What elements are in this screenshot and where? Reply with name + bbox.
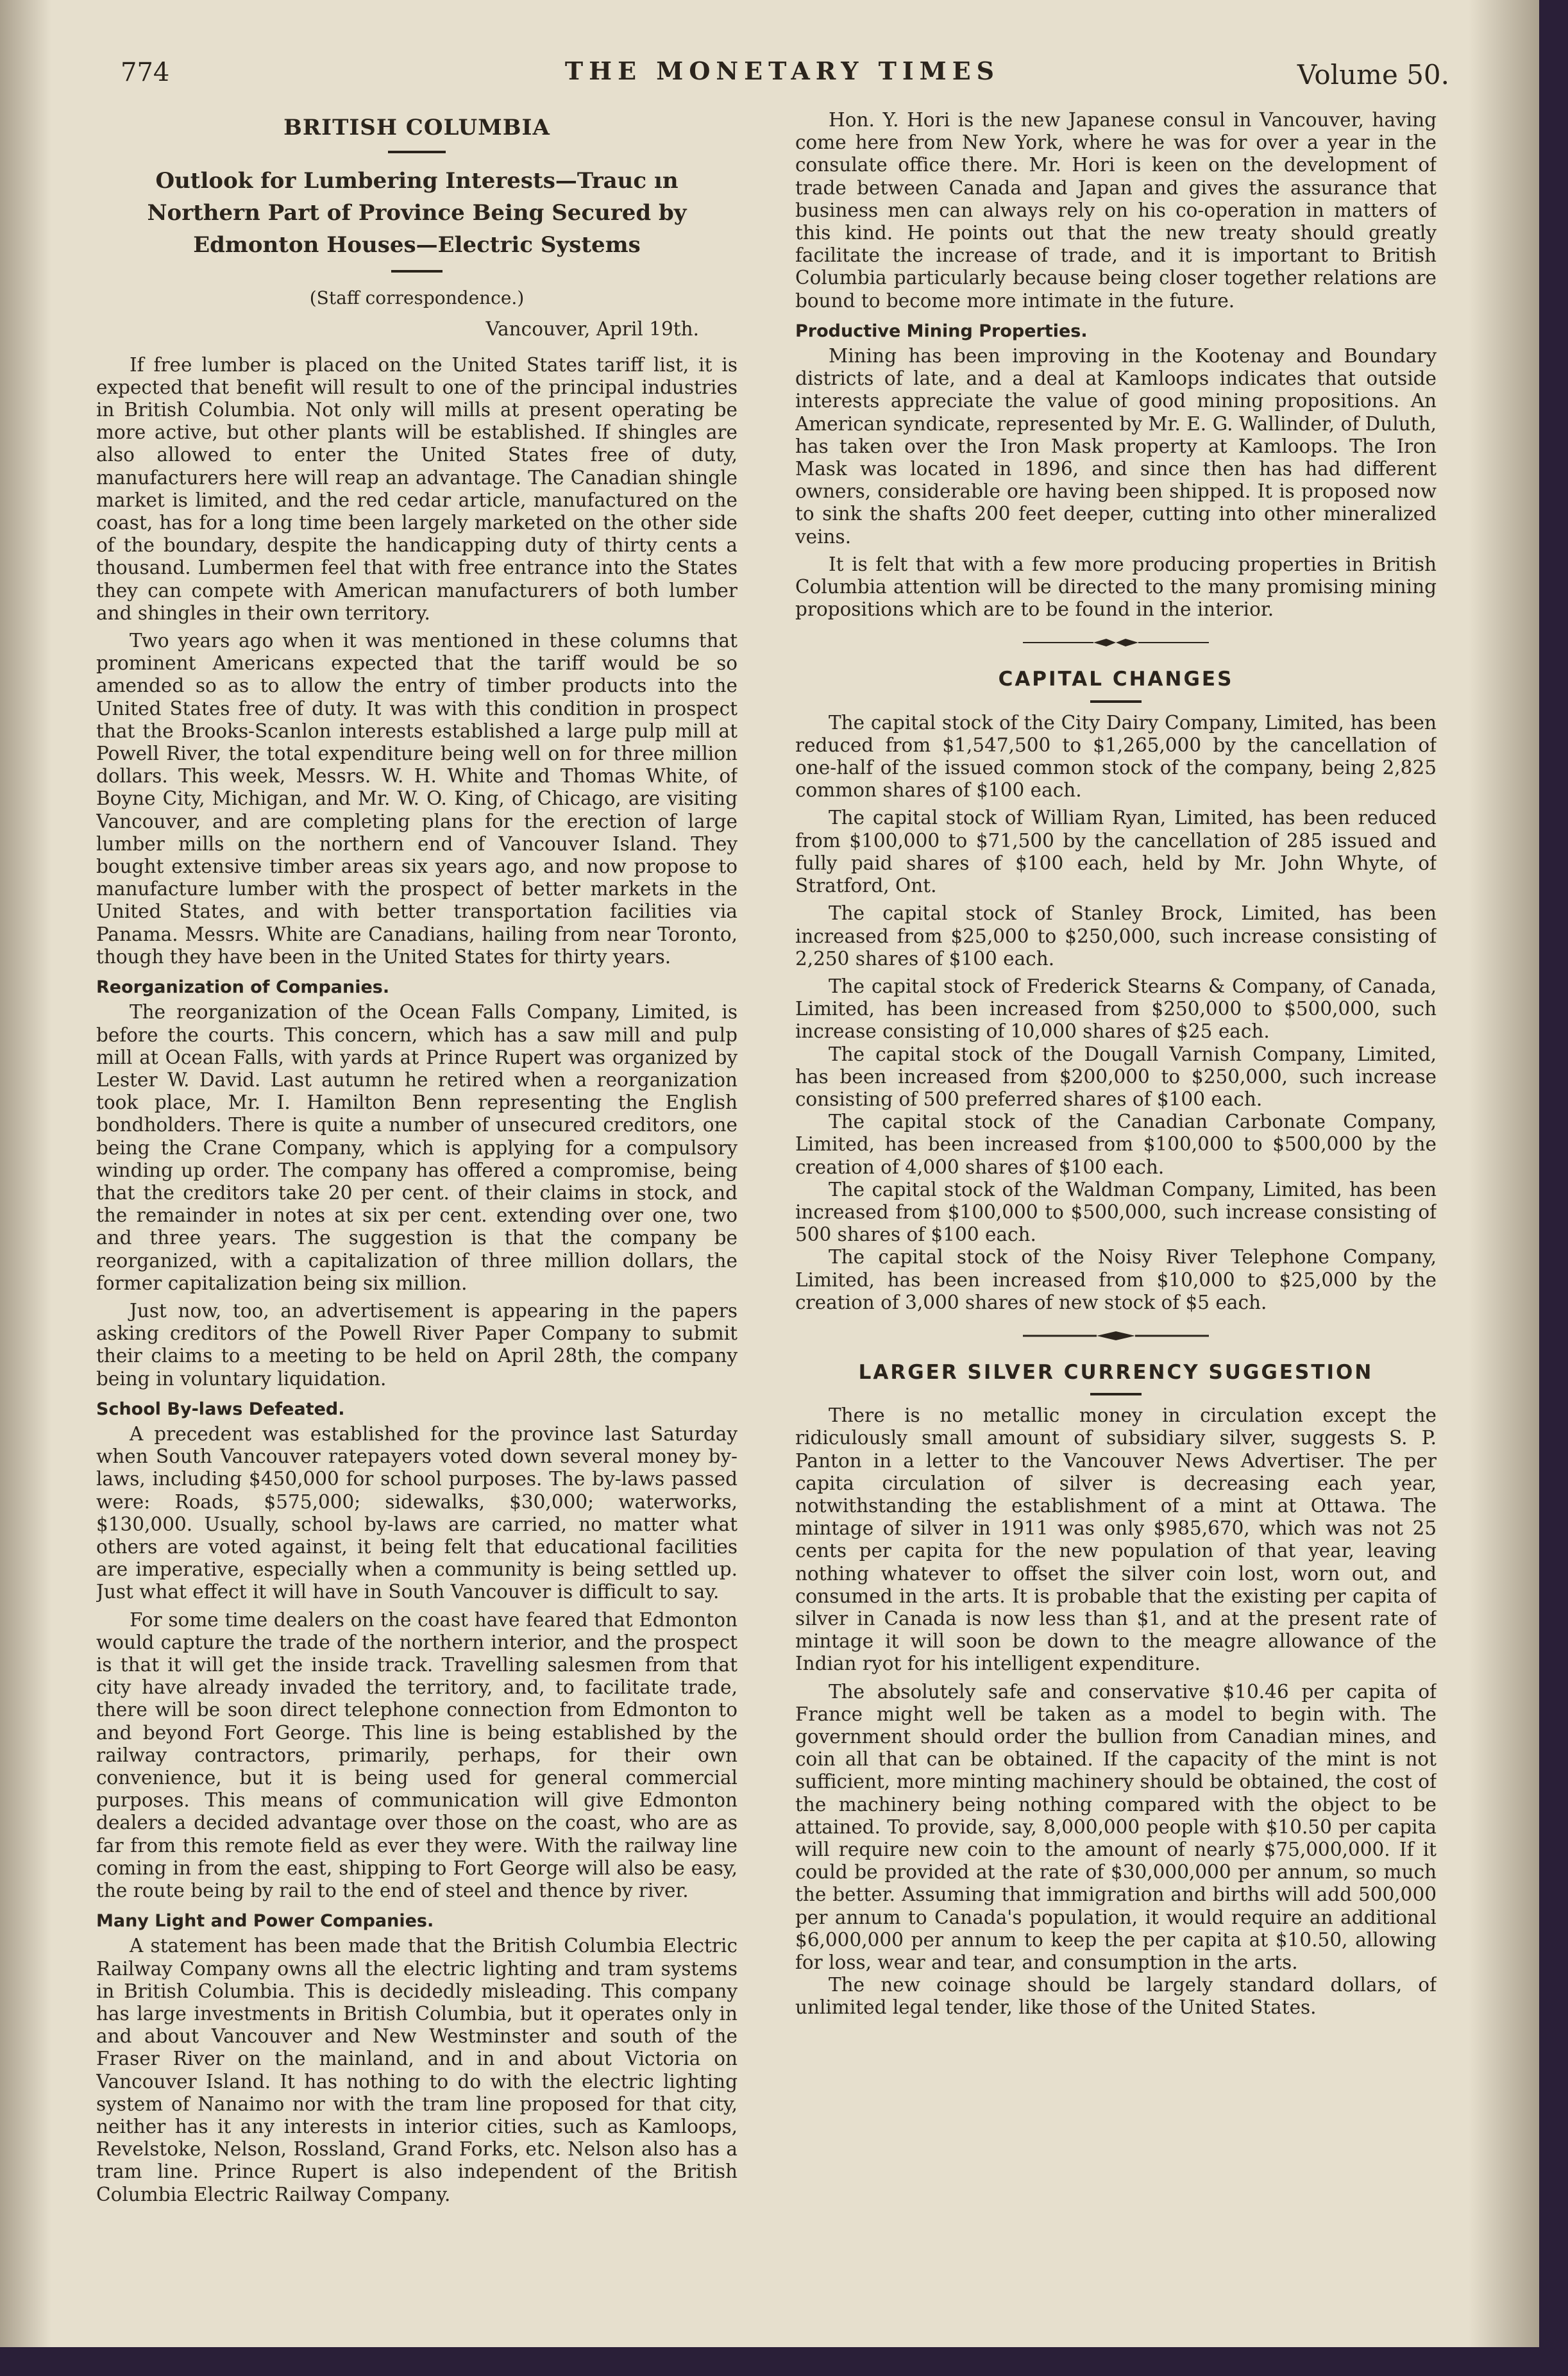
deck-rule [391, 270, 443, 273]
dateline: Vancouver, April 19th. [485, 318, 699, 341]
paragraph: The capital stock of Frederick Stearns & Company, of Canada, Limited, has been increased from $250,000 to $500,000, such increase consisting of 10,000 shares of $25 each. [795, 975, 1437, 1043]
paragraph: If free lumber is placed on the United States tariff list, it is expected that benefit will result to one of the principal industries in British Columbia. Not only will mills at present operating be more active, but other plants will be established. If shingles are also allowed to enter the United States free of duty, manufacturers here will reap an advantage. The Canadian shingle market is limited, and the red cedar article, manufactured on the coast, has for a long time been largely marketed on the other side of the boundary, despite the handicapping duty of thirty cents a thousand. Lumbermen feel that with free entrance into the States they can compete with American manufacturers of both lumber and shingles in their own territory. [96, 353, 738, 624]
paragraph: The capital stock of the Canadian Carbonate Company, Limited, has been increased from $100,000 to $500,000 by the creation of 4,000 shares of $100 each. [795, 1111, 1437, 1178]
article-deck: Outlook for Lumbering Interests—Trauc ın Northern Part of Province Being Secured by Edmonton Houses—Electric Systems [147, 168, 687, 258]
subheading: School By-laws Defeated. [96, 1399, 345, 1419]
subheading: Many Light and Power Companies. [96, 1911, 434, 1932]
paragraph: There is no metallic money in circulation except the ridiculously small amount of subsidiary silver, suggests S. P. Panton in a letter to the Vancouver News Advertiser. The per capita circulation of silver is decreasing each year, notwithstanding the establishment of a mint at Ottawa. The mintage of silver in 1911 was only $985,670, which was not 25 cents per capita for the new population of that year, leaving nothing whatever to offset the silver coin lost, worn out, and consumed in the arts. It is probable that the existing per capita of silver in Canada is now less than $1, and at the present rate of mintage it will soon be down to the meagre allowance of the Indian ryot for his intelligent expenditure. [795, 1404, 1437, 1675]
section-title-silver-currency: LARGER SILVER CURRENCY SUGGESTION [858, 1360, 1374, 1384]
paragraph: Hon. Y. Hori is the new Japanese consul in Vancouver, having come here from New York, where he was for over a year in the consulate office there. Mr. Hori is keen on the development of trade between Canada and Japan and gives the assurance that business men can always rely on his co-operation in matters of this kind. He points out that the new treaty should greatly facilitate the increase of trade, and it is important to British Columbia particularly because being closer together relations are bound to become more intimate in the future. [795, 109, 1437, 312]
paragraph: Mining has been improving in the Kootenay and Boundary districts of late, and a deal at Kamloops indicates that outside interests appreciate the value of good mining propositions. An American syndicate, represented by Mr. E. G. Wallinder, of Duluth, has taken over the Iron Mask property at Kamloops. The Iron Mask was located in 1896, and since then has had different owners, considerable ore having been shipped. It is proposed now to sink the shafts 200 feet deeper, cutting into other mineralized veins. [795, 345, 1437, 548]
paragraph: The capital stock of William Ryan, Limited, has been reduced from $100,000 to $71,500 by the cancellation of 285 issued and fully paid shares of $100 each, held by Mr. John Whyte, of Stratford, Ont. [795, 807, 1437, 897]
page-number: 774 [121, 58, 170, 87]
section-rule [1090, 700, 1142, 703]
page-header [115, 51, 1449, 96]
paragraph: It is felt that with a few more producing properties in British Columbia attention will be directed to the many promising mining propositions which are to be found in the interior. [795, 553, 1437, 621]
paragraph: The capital stock of the Noisy River Telephone Company, Limited, has been increased from $10,000 to $25,000 by the creation of 3,000 shares of new stock of $5 each. [795, 1246, 1437, 1313]
volume-label: Volume 50. [1297, 59, 1449, 90]
paragraph: Two years ago when it was mentioned in these columns that prominent Americans expected that the tariff would be so amended so as to allow the entry of timber products into the United States free of duty. It was with this condition in prospect that the Brooks-Scanlon interests established a large pulp mill at Powell River, the total expenditure being well on for three million dollars. This week, Messrs. W. H. White and Thomas White, of Boyne City, Michigan, and Mr. W. O. King, of Chicago, are visiting Vancouver, and are completing plans for the erection of large lumber mills on the northern end of Vancouver Island. They bought extensive timber areas six years ago, and now propose to manufacture lumber with the prospect of better markets in the United States, and with better transportation facilities via Panama. Messrs. White are Canadians, hailing from near Toronto, though they have been in the United States for thirty years. [96, 630, 738, 968]
paragraph: For some time dealers on the coast have feared that Edmonton would capture the trade of the northern interior, and the prospect is that it will get the inside track. Travelling salesmen from that city have already invaded the territory, and, to facilitate trade, there will be soon direct telephone connection from Edmonton to and beyond Fort George. This line is being established by the railway contractors, primarily, perhaps, for their own convenience, but it is being used for general commercial purposes. This means of communication will give Edmonton dealers a decided advantage over those on the coast, who are as far from this remote field as ever they were. With the railway line coming in from the east, shipping to Fort George will also be easy, the route being by rail to the end of steel and thence by river. [96, 1608, 738, 1902]
paragraph: The capital stock of the Dougall Varnish Company, Limited, has been increased from $200,000 to $250,000, such increase consisting of 500 preferred shares of $100 each. [795, 1043, 1437, 1110]
paragraph: A statement has been made that the British Columbia Electric Railway Company owns all the electric lighting and tram systems in British Columbia. This is decidedly misleading. This company has large investments in British Columbia, but it operates only in and about Vancouver and New Westminster and south of the Fraser River on the mainland, and in and about Victoria on Vancouver Island. It has nothing to do with the electric lighting system of Nanaimo nor with the tram line proposed for that city, neither has it any interests in interior cities, such as Kamloops, Revelstoke, Nelson, Rossland, Grand Forks, etc. Nelson also has a tram line. Prince Rupert is also independent of the British Columbia Electric Railway Company. [96, 1935, 738, 2205]
paragraph: The absolutely safe and conservative $10.46 per capita of France might well be taken as a model to begin with. The government should order the bullion from Canadian mines, and coin all that can be obtained. If the capacity of the mint is not sufficient, more minting machinery should be obtained, the cost of the machinery being nothing compared with the object to be attained. To provide, say, 8,000,000 people with $10.50 per capita will require new coin to the amount of nearly $75,000,000. If it could be provided at the rate of $30,000,000 per annum, so much the better. Assuming that immigration and births will add 500,000 per annum to Canada's population, it would require an additional $6,000,000 per annum to keep the per capita at $10.50, allowing for loss, wear and tear, and consumption in the arts. [795, 1680, 1437, 1974]
right-column [795, 109, 1437, 2302]
journal-title: THE MONETARY TIMES [564, 56, 1000, 85]
paragraph: The capital stock of the Waldman Company, Limited, has been increased from $100,000 to $500,000, such increase consisting of 500 shares of $100 each. [795, 1178, 1437, 1246]
paragraph: The new coinage should be largely standard dollars, of unlimited legal tender, like those of the United States. [795, 1974, 1437, 2019]
subheading: Reorganization of Companies. [96, 977, 390, 998]
ornament-divider [1023, 636, 1209, 649]
page-shadow [0, 0, 51, 2347]
paragraph: A precedent was established for the province last Saturday when South Vancouver ratepayers voted down several money by-laws, including $450,000 for school purposes. The by-laws passed were: Roads, $575,000; sidewalks, $30,000; waterworks, $130,000. Usually, school by-laws are carried, no matter what others are voted against, it being felt that educational facilities are imperative, especially when a community is being settled up. Just what effect it will have in South Vancouver is difficult to say. [96, 1422, 738, 1603]
title-rule [388, 151, 446, 153]
subheading: Productive Mining Properties. [795, 321, 1088, 341]
page-shadow [1469, 0, 1539, 2347]
paragraph: Just now, too, an advertisement is appearing in the papers asking creditors of the Powell River Paper Company to submit their claims to a meeting to be held on April 28th, the company being in voluntary liquidation. [96, 1299, 738, 1390]
paragraph: The capital stock of the City Dairy Company, Limited, has been reduced from $1,547,500 to $1,265,000 by the cancellation of one-half of the issued common stock of the company, being 2,825 common shares of $100 each. [795, 711, 1437, 802]
section-title-capital-changes: CAPITAL CHANGES [998, 668, 1234, 691]
paragraph: The capital stock of Stanley Brock, Limited, has been increased from $25,000 to $250,000, such increase consisting of 2,250 shares of $100 each. [795, 902, 1437, 970]
article-title: BRITISH COLUMBIA [283, 115, 550, 140]
staff-credit: (Staff correspondence.) [309, 287, 525, 309]
paragraph: The reorganization of the Ocean Falls Company, Limited, is before the courts. This concern, which has a saw mill and pulp mill at Ocean Falls, with yards at Prince Rupert was organized by Lester W. David. Last autumn he retired when a reorganization took place, Mr. I. Hamilton Benn representing the English bondholders. There is quite a number of unsecured creditors, one being the Crane Company, which is applying for a compulsory winding up order. The company has offered a compromise, being that the creditors take 20 per cent. of their claims in stock, and the remainder in notes at six per cent. extending over one, two and three years. The suggestion is that the company be reorganized, with a capitalization of three million dollars, the former capitalization being six million. [96, 1001, 738, 1294]
ornament-divider [1023, 1329, 1209, 1342]
section-rule [1090, 1393, 1142, 1395]
left-column [96, 109, 738, 2302]
